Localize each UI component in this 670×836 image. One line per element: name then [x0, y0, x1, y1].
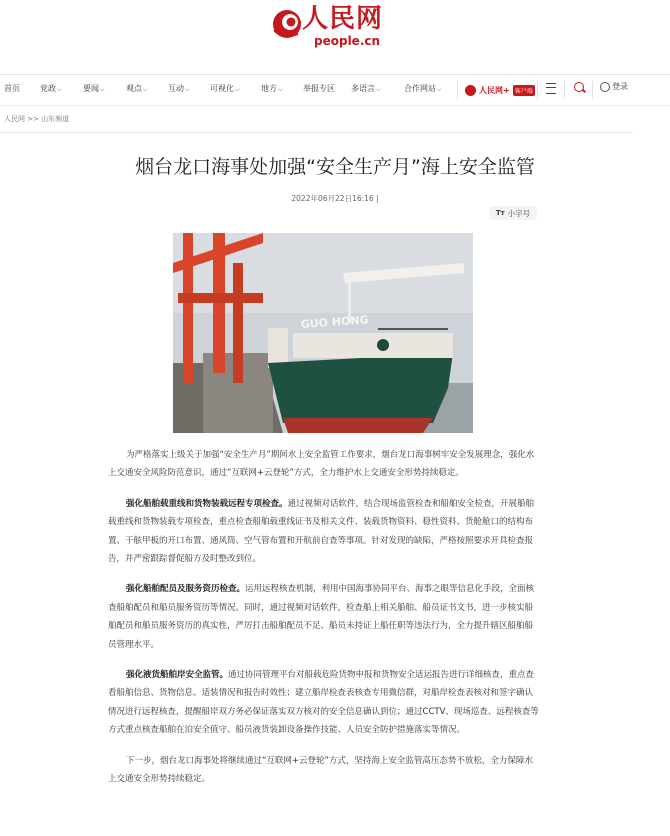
login-label: 登录	[612, 82, 628, 91]
app-download-link[interactable]	[465, 82, 535, 98]
nav-item-partners[interactable]: 合作网站⌵	[404, 84, 442, 93]
nav-item-report[interactable]: 举报专区	[303, 84, 335, 93]
user-icon	[600, 82, 610, 92]
chevron-down-icon: ⌵	[185, 86, 190, 93]
chevron-down-icon: ⌵	[437, 86, 442, 93]
breadcrumb-divider	[0, 132, 633, 133]
nav-divider	[537, 81, 538, 99]
hamburger-icon[interactable]	[546, 83, 556, 94]
people-cn-logo[interactable]	[268, 4, 408, 50]
nav-item-languages[interactable]: 多语言⌵	[351, 84, 381, 93]
search-icon[interactable]	[574, 82, 584, 92]
app-tag: 客户端	[513, 85, 535, 96]
chevron-down-icon: ⌵	[143, 86, 148, 93]
nav-item-visual[interactable]: 可视化⌵	[210, 84, 240, 93]
main-nav	[0, 75, 670, 106]
article-title: 烟台龙口海事处加强“安全生产月”海上安全监管	[135, 156, 535, 178]
nav-item-local[interactable]: 地方⌵	[261, 84, 283, 93]
nav-item-opinion[interactable]: 观点⌵	[126, 84, 148, 93]
font-size-label: 小字号	[507, 208, 531, 218]
login-button[interactable]	[600, 81, 628, 92]
logo-english-text: people.cn	[314, 34, 381, 48]
article-paragraph: 下一步，烟台龙口海事处将继续通过“互联网+云登轮”方式，坚持海上安全监管高压态势不放松，全力保障水上交通安全形势持续稳定。	[108, 755, 533, 785]
article-paragraph: 强化液货船舶岸安全监管。通过协同管理平台对船载危险货物申报和货物安全适运报告进行详细核查，重点查看船舶信息、货物信息、适装情况和报告时效性；建立船岸检查表核查专用微信群，对船岸检查表核对和签字确认情况进行远程核查，提醒船岸双方务必保证落实双方核对的安全信息确认到位；通过CCTV、现场巡查、远程核查等方式重点核查船舶在泊安全值守、船员液货装卸设备操作技能、人员安全防护措施落实等情况。	[108, 670, 539, 736]
nav-item-politics[interactable]: 党政⌵	[40, 84, 62, 93]
article-body	[108, 446, 541, 789]
logo-chinese-text: 人民网	[302, 4, 384, 34]
paragraph-lead: 强化船舶载重线和货物装载远程专项检查。	[126, 498, 288, 509]
chevron-down-icon: ⌵	[57, 86, 62, 93]
chevron-down-icon: ⌵	[100, 86, 105, 93]
chevron-down-icon: ⌵	[278, 86, 283, 93]
paragraph-lead: 强化船舶配员及服务资历检查。	[126, 584, 246, 595]
article-paragraph: 为严格落实上级关于加强“安全生产月”期间水上安全监管工作要求，烟台龙口海事树牢安全发展理念，强化水上交通安全风险防范意识，通过“互联网+云登轮”方式，全力维护水上交通安全形势持续稳定。	[108, 450, 535, 479]
app-name: 人民网+	[479, 84, 510, 95]
nav-item-interact[interactable]: 互动⌵	[168, 84, 190, 93]
nav-divider	[592, 81, 593, 99]
article-paragraph: 强化船舶配员及服务资历检查。运用远程核查机制，利用中国海事协同平台、海事之眼等信息化手段，全面核查船舶配员和船员服务资历等情况。同时，通过视频对话软件，检查船上相关船舶、船员证书文书，进一步核实船舶配员和船员服务资历的真实性，严厉打击船舶配员不足、船员未持证上船任职等违法行为，全力提升辖区船舶船员管理水平。	[108, 584, 535, 650]
nav-item-news[interactable]: 要闻⌵	[83, 84, 105, 93]
nav-divider	[564, 81, 565, 99]
font-size-toggle[interactable]	[489, 206, 537, 220]
site-header	[0, 0, 670, 75]
nav-item-home[interactable]: 首页	[4, 84, 20, 93]
chevron-down-icon: ⌵	[376, 86, 381, 93]
nav-divider	[457, 81, 458, 99]
paragraph-lead: 强化液货船舶岸安全监管。	[126, 670, 229, 681]
article-paragraph: 强化船舶载重线和货物装载远程专项检查。通过视频对话软件，结合现场监管检查和船舶安全检查，开展船舶载重线和货物装载专项检查，重点检查船舶载重线证书及相关文件、装载货物资料、稳性资料、货舱舱口的结构布置、干舷甲板的开口布置、通风筒、空气管布置和开航前自查等事项。针对发现的缺陷，严格按照要求开具检查报告，并严密跟踪督促船方及时整改到位。	[108, 498, 535, 565]
font-size-icon: Tт	[495, 209, 505, 217]
app-logo-icon	[465, 85, 476, 96]
article-photo-ship	[173, 233, 473, 433]
chevron-down-icon: ⌵	[235, 86, 240, 93]
logo-swirl-icon	[268, 4, 306, 42]
ship-name-text: GUO HONG	[300, 313, 369, 331]
article-meta: 2022年06月22日16:16 |	[291, 194, 379, 203]
breadcrumb[interactable]: 人民网 >> 山东频道	[4, 115, 70, 123]
